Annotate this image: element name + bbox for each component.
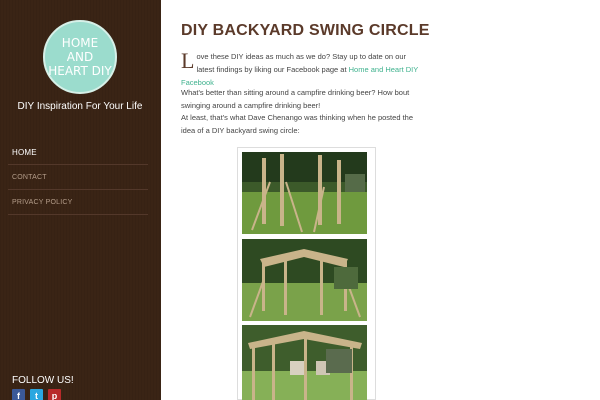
intro-text: ove these DIY ideas as much as we do? Stay up to date on our latest findings by liking our Facebook page at <box>196 52 407 74</box>
facebook-icon[interactable]: f <box>12 389 25 400</box>
paragraph: At least, that's what Dave Chenango was thinking when he posted the idea of a DIY backyard swing circle: <box>181 113 413 135</box>
nav-item-contact[interactable] <box>8 165 148 190</box>
site-logo[interactable] <box>43 20 117 94</box>
social-links <box>12 389 61 400</box>
photo-frame-assembled <box>242 239 367 321</box>
paragraph: What's better than sitting around a campfire drinking beer? How bout swinging around a campfire drinking beer! <box>181 88 410 110</box>
post-body <box>181 87 426 137</box>
nav-item-label: HOME <box>12 147 37 157</box>
post-intro <box>181 50 421 89</box>
sidebar <box>0 0 161 400</box>
nav-item-label: CONTACT <box>12 173 47 181</box>
site-tagline: DIY Inspiration For Your Life <box>17 101 143 112</box>
twitter-icon[interactable]: t <box>30 389 43 400</box>
facebook-page-link[interactable]: Home and Heart DIY Facebook <box>181 65 419 87</box>
photo-finished-swings <box>242 325 367 400</box>
dropcap: L <box>181 48 195 73</box>
nav-item-privacy-policy[interactable] <box>8 190 148 215</box>
main-content <box>181 0 586 400</box>
photo-frame-construction <box>242 152 367 234</box>
logo-text: HOME AND HEART DIY <box>48 36 112 78</box>
nav-item-home[interactable] <box>8 140 148 165</box>
post-title[interactable]: DIY BACKYARD SWING CIRCLE <box>181 22 430 39</box>
nav-item-label: PRIVACY POLICY <box>12 198 73 206</box>
follow-heading: FOLLOW US! <box>12 375 74 386</box>
pinterest-icon[interactable]: p <box>48 389 61 400</box>
main-nav <box>8 140 148 215</box>
swing-circle-image[interactable] <box>237 147 376 400</box>
